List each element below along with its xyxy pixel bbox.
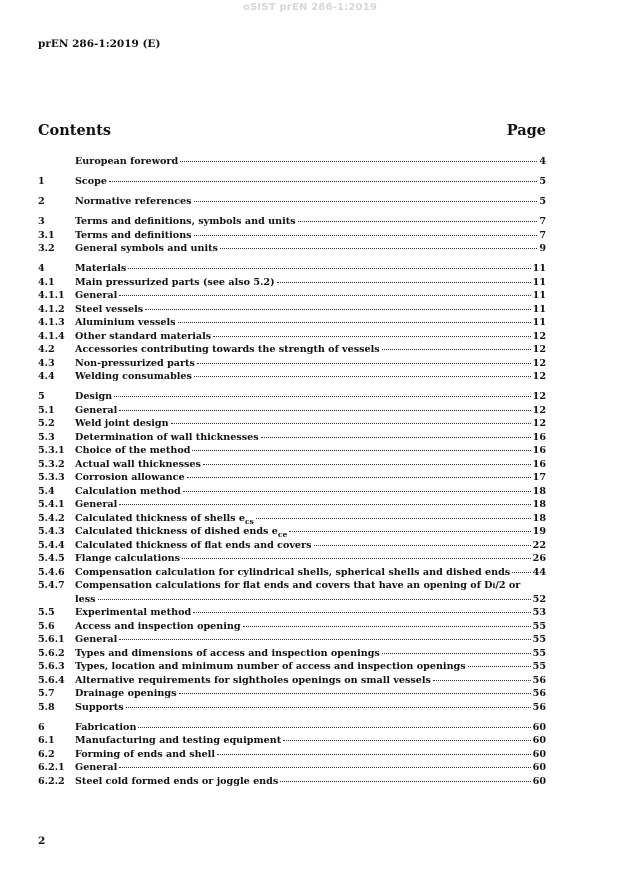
toc-entry-subscript: i	[492, 581, 496, 590]
toc-entry[interactable]	[38, 391, 546, 405]
dot-leader	[179, 693, 531, 694]
toc-entry-number: 5.3	[38, 431, 55, 443]
toc-entry-title-text: Manufacturing and testing equipment	[75, 735, 282, 746]
toc-entry-number: 2	[38, 196, 45, 207]
toc-entry-title-text: Types and dimensions of access and inspection openings	[75, 647, 380, 659]
toc-entry[interactable]	[38, 762, 546, 776]
toc-entry-title	[75, 230, 192, 241]
toc-entry[interactable]	[38, 263, 546, 277]
page-column-label: Page	[506, 122, 546, 139]
toc-entry[interactable]	[38, 472, 546, 486]
toc-entry-page: 12	[532, 404, 546, 416]
toc-entry-title	[75, 243, 218, 254]
toc-entry-number: 6.2.2	[38, 775, 65, 787]
toc-entry-number: 6.1	[38, 735, 55, 746]
toc-entry-number: 4.4	[38, 371, 55, 382]
toc-entry-title-text: Compensation calculations for flat ends and covers that have an opening of D	[75, 580, 493, 591]
toc-entry-title-text: /2 or	[495, 580, 521, 591]
toc-entry-page: 12	[532, 391, 546, 402]
toc-entry-title-text: General	[75, 762, 118, 773]
toc-entry-title	[75, 405, 117, 416]
toc-entry-title-text: General	[75, 404, 118, 416]
dot-leader	[261, 437, 531, 438]
dot-leader	[126, 707, 531, 708]
dot-leader	[277, 282, 531, 283]
toc-entry-title-text: Choice of the method	[75, 445, 191, 456]
toc-entry-number: 5.4.7	[38, 580, 65, 591]
dot-leader	[283, 740, 530, 741]
toc-entry-number: 5.1	[38, 404, 55, 416]
toc-entry-title-text: Calculated thickness of shells e	[75, 512, 245, 524]
toc-entry-number: 3	[38, 216, 45, 227]
toc-entry[interactable]	[38, 621, 546, 635]
dot-leader	[180, 161, 537, 162]
toc-entry-title	[75, 331, 211, 342]
toc-entry-number: 4.1.2	[38, 303, 65, 315]
toc-entry[interactable]	[38, 290, 546, 304]
toc-entry-title-text: Terms and definitions	[75, 229, 192, 241]
toc-entry-title-text: Calculated thickness of dished ends e	[75, 526, 278, 537]
toc-entry-number: 5.3.3	[38, 472, 65, 483]
toc-entry-title	[75, 553, 180, 564]
dot-leader	[433, 680, 531, 681]
toc-entry-page: 55	[532, 620, 546, 632]
toc-entry-number: 5.4.1	[38, 499, 65, 510]
toc-entry-title	[75, 344, 380, 355]
toc-entry-page: 11	[532, 290, 546, 301]
dot-leader	[203, 464, 531, 465]
toc-entry-page: 53	[532, 607, 546, 618]
toc-entry-title-text: Actual wall thicknesses	[75, 458, 201, 470]
toc-entry-title-text: Flange calculations	[75, 553, 181, 564]
toc-entry-title	[75, 472, 185, 483]
toc-entry-page: 17	[532, 472, 546, 483]
toc-entry-title	[75, 526, 287, 539]
dot-leader	[119, 410, 530, 411]
toc-entry-page: 11	[532, 263, 546, 274]
toc-entry-number: 5.8	[38, 701, 55, 713]
toc-entry-page: 18	[532, 485, 546, 497]
toc-entry[interactable]	[38, 486, 546, 500]
toc-entry-number: 4.1.4	[38, 330, 65, 342]
contents-heading	[38, 122, 546, 139]
toc-entry[interactable]	[38, 331, 546, 345]
toc-entry-page: 60	[532, 775, 546, 787]
dot-leader	[382, 653, 531, 654]
toc-entry-number: 4.3	[38, 357, 55, 369]
toc-entry-title-text: Compensation calculation for cylindrical shells, spherical shells and dished ends	[75, 566, 511, 578]
toc-entry-title-text: General	[75, 499, 118, 510]
dot-leader	[145, 309, 530, 310]
toc-entry[interactable]	[38, 243, 546, 257]
toc-entry-title-text: Corrosion allowance	[75, 472, 185, 483]
toc-entry-title-text: Non-pressurized parts	[75, 357, 195, 369]
toc-entry-title	[75, 749, 215, 760]
toc-entry[interactable]	[38, 634, 546, 648]
toc-entry-number: 5.6.2	[38, 647, 65, 659]
toc-entry-page: 18	[532, 499, 546, 510]
toc-entry-page: 26	[532, 553, 546, 564]
dot-leader	[512, 572, 530, 573]
toc-entry[interactable]	[38, 418, 546, 432]
toc-entry[interactable]	[38, 513, 546, 527]
toc-entry[interactable]	[38, 459, 546, 473]
toc-entry-title-text: Accessories contributing towards the strength of vessels	[75, 344, 380, 355]
toc-entry-title	[75, 176, 107, 187]
toc-entry-title-text: Drainage openings	[75, 688, 177, 699]
dot-leader	[194, 201, 538, 202]
toc-entry-title-text: European foreword	[75, 156, 179, 167]
dot-leader	[183, 491, 531, 492]
dot-leader	[128, 268, 530, 269]
toc-entry-title	[75, 156, 178, 167]
toc-entry[interactable]	[38, 526, 546, 540]
toc-entry-page: 60	[532, 748, 546, 760]
toc-entry-title	[75, 290, 117, 301]
dot-leader	[187, 477, 531, 478]
toc-entry-page: 7	[539, 229, 546, 241]
toc-entry[interactable]	[38, 358, 546, 372]
toc-entry-number: 5.4.3	[38, 526, 65, 537]
toc-entry-title	[75, 317, 176, 328]
toc-entry-title	[75, 499, 117, 510]
toc-entry-title	[75, 277, 275, 288]
toc-entry-title-text: Design	[75, 391, 113, 402]
toc-entry-title	[75, 358, 195, 369]
toc-entry[interactable]	[38, 776, 546, 790]
toc-entry-title-text: Normative references	[75, 196, 192, 207]
toc-entry-title-text: Calculated thickness of flat ends and covers	[75, 539, 312, 551]
toc-entry[interactable]	[38, 735, 546, 749]
toc-entry[interactable]	[38, 553, 546, 567]
watermark: oSIST prEN 286-1:2019	[242, 2, 378, 13]
toc-entry[interactable]	[38, 661, 546, 675]
toc-entry-page: 52	[532, 593, 546, 605]
toc-entry-number: 6	[38, 721, 45, 733]
toc-entry-title-text: Calculation method	[75, 485, 181, 497]
dot-leader	[298, 221, 538, 222]
toc-entry-title-text: Access and inspection opening	[75, 620, 241, 632]
document-id: prEN 286-1:2019 (E)	[38, 38, 161, 50]
toc-entry-number: 5.6.1	[38, 634, 65, 645]
toc-entry[interactable]	[38, 216, 546, 230]
toc-entry-number: 5.4.6	[38, 566, 65, 578]
toc-entry-title-text: Determination of wall thicknesses	[75, 431, 259, 443]
dot-leader	[119, 639, 530, 640]
toc-entry-title-text: Types, location and minimum number of access and inspection openings	[75, 661, 466, 672]
toc-entry-number: 5.3.1	[38, 445, 65, 456]
toc-entry-number: 5.4.2	[38, 512, 65, 524]
toc-entry[interactable]	[38, 230, 546, 244]
dot-leader	[109, 181, 537, 182]
toc-entry-subscript: ce	[277, 529, 288, 539]
toc-entry-title-text: Steel cold formed ends or joggle ends	[75, 775, 279, 787]
toc-entry-title	[75, 263, 126, 274]
toc-entry-page: 60	[532, 762, 546, 773]
toc-entry-title	[75, 661, 466, 672]
toc-entry-title-text: less	[75, 593, 96, 605]
dot-leader	[114, 396, 530, 397]
toc-entry-title	[75, 418, 169, 429]
toc-entry-page: 12	[532, 330, 546, 342]
toc-entry-number: 4	[38, 263, 45, 274]
toc-entry[interactable]	[38, 688, 546, 702]
toc-entry[interactable]	[38, 445, 546, 459]
toc-entry[interactable]	[38, 702, 546, 716]
toc-entry-page: 12	[532, 357, 546, 369]
toc-entry-title-text: Main pressurized parts (see also 5.2)	[75, 276, 275, 288]
toc-entry-number: 1	[38, 176, 45, 187]
dot-leader	[182, 558, 531, 559]
toc-entry-number: 3.1	[38, 229, 55, 241]
dot-leader	[382, 349, 531, 350]
toc-entry-title	[75, 391, 112, 402]
dot-leader	[119, 767, 530, 768]
toc-entry-title	[75, 634, 117, 645]
toc-entry-page: 55	[532, 634, 546, 645]
toc-entry-number: 5.6.4	[38, 674, 65, 686]
toc-entry-number: 6.2.1	[38, 762, 65, 773]
toc-entry[interactable]	[38, 304, 546, 318]
toc-entry-number: 3.2	[38, 243, 55, 254]
toc-entry-page: 5	[539, 196, 546, 207]
toc-entry-page: 22	[532, 539, 546, 551]
toc-entry-title	[75, 432, 259, 443]
dot-leader	[194, 235, 538, 236]
toc-entry-page: 55	[532, 661, 546, 672]
toc-entry-page: 60	[532, 735, 546, 746]
toc-entry-title-text: General	[75, 634, 118, 645]
contents-title: Contents	[38, 122, 112, 139]
dot-leader	[171, 423, 531, 424]
toc-entry-title	[75, 459, 201, 470]
toc-entry[interactable]	[38, 580, 546, 594]
toc-entry-number: 5.4	[38, 485, 55, 497]
toc-entry-title-text: Welding consumables	[75, 371, 192, 382]
dot-leader	[468, 666, 531, 667]
toc-entry-number: 5.5	[38, 607, 55, 618]
toc-entry-title	[75, 513, 254, 526]
toc-entry-title-text: Supports	[75, 701, 124, 713]
toc-entry-number: 5	[38, 391, 45, 402]
toc-entry-title	[75, 445, 190, 456]
toc-entry-number: 5.2	[38, 418, 55, 429]
toc-entry-page: 56	[532, 701, 546, 713]
toc-entry-title-text: Forming of ends and shell	[75, 748, 215, 760]
toc-entry[interactable]	[38, 405, 546, 419]
toc-entry-number: 5.4.5	[38, 553, 65, 564]
dot-leader	[217, 754, 531, 755]
toc-entry-page: 12	[532, 418, 546, 429]
dot-leader	[193, 612, 530, 613]
toc-entry-title-text: Aluminium vessels	[75, 317, 176, 328]
dot-leader	[119, 504, 530, 505]
toc-entry-title-text: Materials	[75, 263, 127, 274]
dot-leader	[178, 322, 531, 323]
toc-entry-title	[75, 675, 431, 686]
toc-entry-number: 5.6	[38, 620, 55, 632]
toc-entry-title	[75, 567, 510, 578]
toc-entry-page: 55	[532, 647, 546, 659]
toc-entry[interactable]	[38, 277, 546, 291]
toc-entry[interactable]	[38, 722, 546, 736]
toc-entry-title	[75, 702, 124, 713]
toc-entry[interactable]	[38, 675, 546, 689]
toc-entry-number: 5.7	[38, 688, 55, 699]
toc-entry-page: 44	[532, 566, 546, 578]
toc-entry[interactable]	[38, 371, 546, 385]
toc-entry-title	[75, 722, 136, 733]
toc-entry-page: 16	[532, 445, 546, 456]
toc-entry-title-text: General symbols and units	[75, 243, 218, 254]
toc-entry[interactable]	[38, 344, 546, 358]
toc-entry-title	[75, 688, 177, 699]
toc-entry-title-text: Other standard materials	[75, 330, 212, 342]
dot-leader	[194, 376, 531, 377]
dot-leader	[197, 363, 531, 364]
toc-entry-number: 5.6.3	[38, 661, 65, 672]
dot-leader	[220, 248, 537, 249]
toc-entry-page: 60	[532, 721, 546, 733]
dot-leader	[138, 727, 530, 728]
toc-entry-page: 16	[532, 431, 546, 443]
toc-entry-page: 12	[532, 371, 546, 382]
toc-entry-page: 12	[532, 344, 546, 355]
toc-entry-title	[75, 540, 312, 551]
toc-entry-continuation[interactable]	[38, 594, 546, 608]
toc-entry-title-text: Fabrication	[75, 721, 137, 733]
toc-entry-title	[75, 196, 192, 207]
toc-entry[interactable]	[38, 432, 546, 446]
dot-leader	[280, 781, 530, 782]
toc-entry-title-text: Weld joint design	[75, 418, 169, 429]
toc-entry-title-text: General	[75, 290, 118, 301]
toc-entry-page: 19	[532, 526, 546, 537]
toc-entry[interactable]	[38, 648, 546, 662]
toc-entry-page: 7	[539, 216, 546, 227]
toc-entry-title	[75, 735, 281, 746]
toc-entry-title	[75, 607, 191, 618]
toc-entry-title-text: Terms and definitions, symbols and units	[75, 216, 296, 227]
toc-entry[interactable]	[38, 156, 546, 170]
toc-entry-title	[75, 648, 380, 659]
toc-entry-title-text: Steel vessels	[75, 303, 144, 315]
toc-entry-page: 56	[532, 688, 546, 699]
dot-leader	[314, 545, 531, 546]
toc-entry[interactable]	[38, 607, 546, 621]
page-number: 2	[38, 835, 46, 847]
toc-entry[interactable]	[38, 176, 546, 190]
toc-entry-page: 4	[539, 156, 546, 167]
toc-entry[interactable]	[38, 317, 546, 331]
toc-entry-title	[75, 762, 117, 773]
toc-entry-number: 5.3.2	[38, 458, 65, 470]
toc-entry-page: 5	[539, 176, 546, 187]
toc-entry-page: 18	[532, 512, 546, 524]
toc-entry[interactable]	[38, 540, 546, 554]
table-of-contents	[38, 156, 546, 789]
toc-entry-page: 11	[532, 276, 546, 288]
dot-leader	[289, 531, 530, 532]
toc-entry-page: 11	[532, 317, 546, 328]
toc-entry-subscript: cs	[245, 516, 254, 526]
dot-leader	[98, 599, 531, 600]
toc-entry[interactable]	[38, 749, 546, 763]
toc-entry-title	[75, 486, 181, 497]
toc-entry-number: 6.2	[38, 748, 55, 760]
dot-leader	[119, 295, 530, 296]
toc-entry-number: 4.1	[38, 276, 55, 288]
toc-entry-number: 4.1.3	[38, 317, 65, 328]
toc-entry-page: 9	[539, 243, 546, 254]
dot-leader	[243, 626, 531, 627]
toc-entry-page: 56	[532, 674, 546, 686]
toc-entry[interactable]	[38, 499, 546, 513]
dot-leader	[213, 336, 530, 337]
toc-entry[interactable]	[38, 567, 546, 581]
toc-entry-title-text: Scope	[75, 176, 107, 187]
toc-entry-title	[75, 304, 143, 315]
toc-entry-number: 5.4.4	[38, 539, 65, 551]
dot-leader	[256, 518, 531, 519]
toc-entry-page: 11	[532, 303, 546, 315]
toc-entry[interactable]	[38, 196, 546, 210]
toc-entry-title	[75, 776, 278, 787]
toc-entry-title	[75, 371, 192, 382]
toc-entry-page: 16	[532, 458, 546, 470]
toc-entry-number: 4.1.1	[38, 290, 65, 301]
toc-entry-title	[75, 216, 296, 227]
toc-entry-title-text: Alternative requirements for sightholes openings on small vessels	[75, 674, 431, 686]
toc-entry-number: 4.2	[38, 344, 55, 355]
toc-entry-title	[75, 621, 241, 632]
dot-leader	[192, 450, 530, 451]
toc-entry-title-text: Experimental method	[75, 607, 192, 618]
